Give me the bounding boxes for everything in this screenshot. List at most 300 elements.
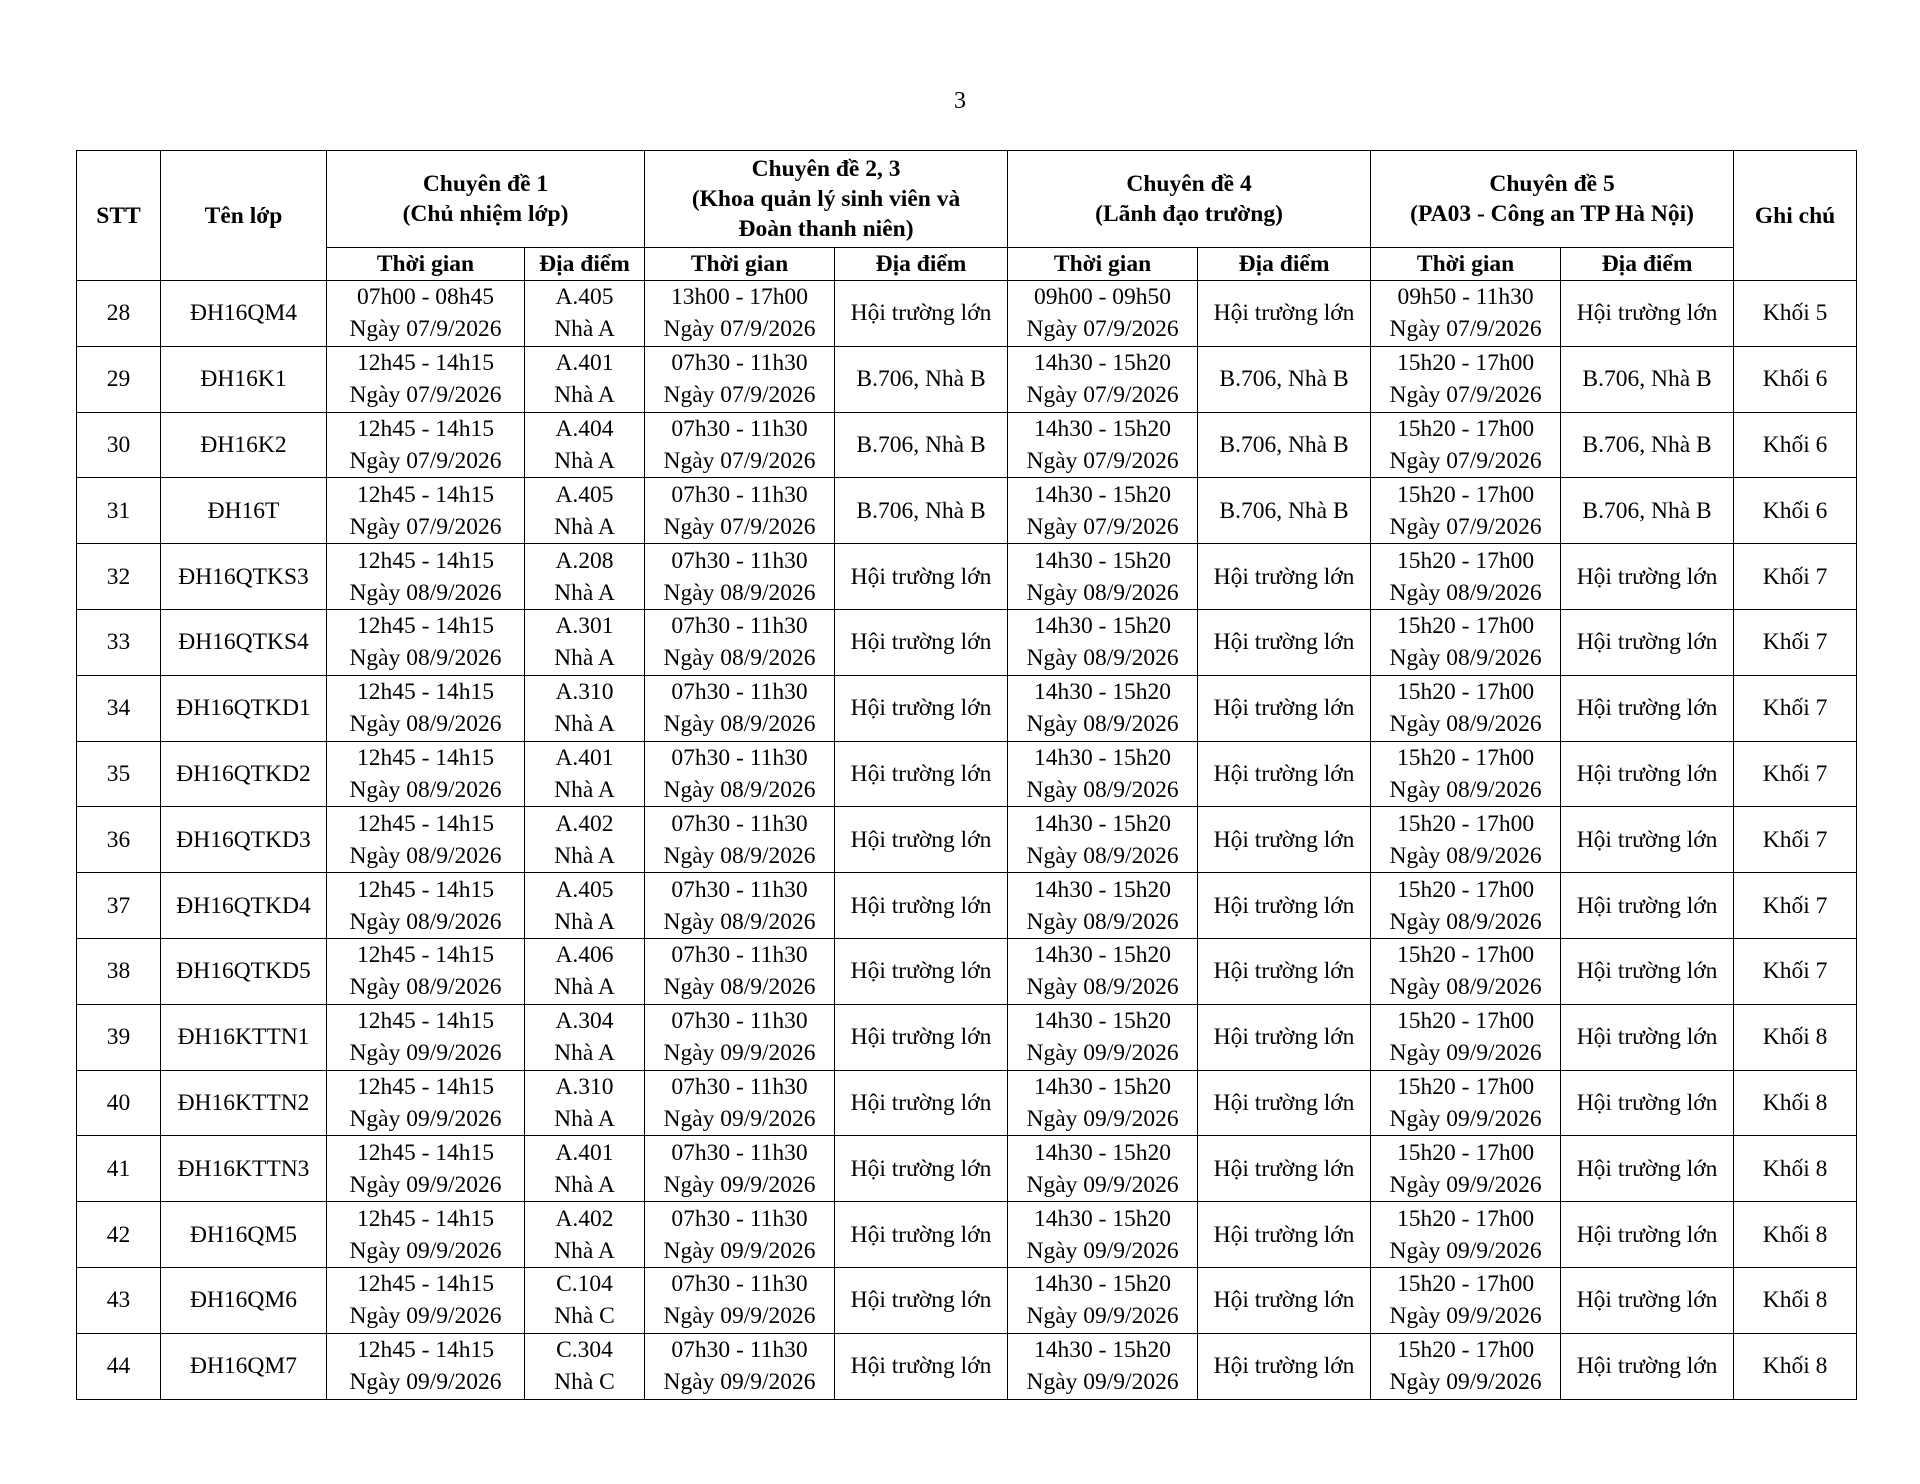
header-time: Thời gian — [645, 248, 835, 281]
cell-topic-5-time-line-2: Ngày 08/9/2026 — [1389, 645, 1542, 672]
cell-topic-2-3-time-line-1: 07h30 - 11h30 — [671, 876, 808, 903]
cell-topic-5-time — [1371, 1267, 1561, 1333]
cell-class-name: ĐH16QTKD4 — [161, 873, 327, 939]
cell-topic-1-time-line-2: Ngày 08/9/2026 — [349, 579, 502, 606]
cell-topic-5-time-line-1: 09h50 - 11h30 — [1397, 284, 1534, 311]
cell-topic-1-location — [525, 1267, 645, 1333]
cell-topic-1-time-line-1: 12h45 - 14h15 — [356, 1139, 495, 1166]
cell-topic-4-time-line-2: Ngày 07/9/2026 — [1026, 382, 1179, 409]
cell-topic-1-location-line-2: Nhà A — [554, 842, 615, 869]
cell-topic-1-location-line-1: A.401 — [555, 350, 614, 377]
cell-topic-2-3-time — [645, 807, 835, 873]
cell-topic-4-time-line-1: 14h30 - 15h20 — [1033, 1139, 1172, 1166]
cell-topic-5-time — [1371, 1004, 1561, 1070]
cell-topic-4-time-line-2: Ngày 08/9/2026 — [1026, 711, 1179, 738]
cell-topic-1-time-line-1: 12h45 - 14h15 — [356, 481, 495, 508]
cell-topic-2-3-time-line-1: 07h30 - 11h30 — [671, 810, 808, 837]
header-time: Thời gian — [1008, 248, 1198, 281]
cell-topic-4-time — [1008, 873, 1198, 939]
cell-topic-4-time-line-1: 14h30 - 15h20 — [1033, 1271, 1172, 1298]
cell-topic-4-time-line-2: Ngày 09/9/2026 — [1026, 1369, 1179, 1396]
cell-topic-1-location-line-2: Nhà A — [554, 1040, 615, 1067]
cell-topic-2-3-location: Hội trường lớn — [835, 1004, 1008, 1070]
cell-topic-2-3-time — [645, 346, 835, 412]
cell-topic-4-time — [1008, 1333, 1198, 1399]
cell-topic-4-time — [1008, 1267, 1198, 1333]
cell-topic-2-3-location: B.706, Nhà B — [835, 346, 1008, 412]
cell-topic-4-location: Hội trường lớn — [1198, 1004, 1371, 1070]
cell-topic-1-location — [525, 1333, 645, 1399]
table-row — [77, 675, 1857, 741]
cell-topic-1-location — [525, 741, 645, 807]
cell-topic-2-3-time-line-1: 07h30 - 11h30 — [671, 1205, 808, 1232]
table-row — [77, 544, 1857, 610]
cell-topic-5-time-line-1: 15h20 - 17h00 — [1397, 415, 1535, 442]
cell-class-name: ĐH16KTTN2 — [161, 1070, 327, 1136]
cell-topic-1-location-line-2: Nhà A — [554, 645, 615, 672]
cell-topic-4-time-line-2: Ngày 09/9/2026 — [1026, 1303, 1179, 1330]
cell-topic-5-time-line-2: Ngày 09/9/2026 — [1389, 1171, 1542, 1198]
cell-topic-5-time — [1371, 544, 1561, 610]
cell-topic-2-3-time — [645, 544, 835, 610]
cell-topic-2-3-time-line-2: Ngày 08/9/2026 — [663, 842, 816, 869]
cell-topic-4-location: Hội trường lớn — [1198, 675, 1371, 741]
cell-topic-1-time-line-2: Ngày 07/9/2026 — [349, 447, 502, 474]
cell-topic-4-time-line-1: 14h30 - 15h20 — [1033, 481, 1172, 508]
cell-topic-1-location-line-2: Nhà A — [554, 1105, 615, 1132]
cell-topic-1-time-line-1: 12h45 - 14h15 — [356, 679, 495, 706]
cell-topic-4-location: Hội trường lớn — [1198, 1070, 1371, 1136]
cell-topic-1-time — [327, 281, 525, 347]
cell-topic-1-time-line-1: 12h45 - 14h15 — [356, 350, 495, 377]
cell-topic-1-time — [327, 1070, 525, 1136]
cell-topic-1-location-line-1: A.310 — [555, 1073, 614, 1100]
cell-topic-5-time-line-1: 15h20 - 17h00 — [1397, 547, 1535, 574]
cell-topic-5-time-line-1: 15h20 - 17h00 — [1397, 810, 1535, 837]
cell-topic-4-time-line-2: Ngày 07/9/2026 — [1026, 447, 1179, 474]
cell-topic-4-location: B.706, Nhà B — [1198, 478, 1371, 544]
cell-topic-1-time-line-2: Ngày 09/9/2026 — [349, 1237, 502, 1264]
header-topic-1 — [327, 151, 645, 248]
header-topic-4 — [1008, 151, 1371, 248]
cell-topic-1-location-line-1: A.304 — [555, 1008, 614, 1035]
cell-topic-5-time — [1371, 609, 1561, 675]
cell-class-name: ĐH16QM7 — [161, 1333, 327, 1399]
cell-topic-2-3-time-line-1: 07h30 - 11h30 — [671, 1337, 808, 1364]
table-row — [77, 281, 1857, 347]
cell-stt: 31 — [77, 478, 161, 544]
cell-note: Khối 7 — [1734, 544, 1857, 610]
cell-topic-1-time-line-2: Ngày 07/9/2026 — [349, 513, 502, 540]
cell-topic-1-location-line-2: Nhà A — [554, 316, 615, 343]
cell-class-name: ĐH16QTKS3 — [161, 544, 327, 610]
cell-note: Khối 8 — [1734, 1202, 1857, 1268]
cell-topic-4-time — [1008, 1004, 1198, 1070]
cell-topic-1-time-line-2: Ngày 08/9/2026 — [349, 776, 502, 803]
cell-topic-2-3-time-line-2: Ngày 08/9/2026 — [663, 974, 816, 1001]
cell-topic-4-time-line-2: Ngày 09/9/2026 — [1026, 1171, 1179, 1198]
cell-topic-1-location — [525, 807, 645, 873]
cell-topic-1-time — [327, 1004, 525, 1070]
cell-topic-1-time-line-2: Ngày 09/9/2026 — [349, 1303, 502, 1330]
cell-topic-5-location: B.706, Nhà B — [1561, 478, 1734, 544]
cell-topic-2-3-time-line-2: Ngày 08/9/2026 — [663, 908, 816, 935]
cell-topic-5-time-line-2: Ngày 09/9/2026 — [1389, 1303, 1542, 1330]
cell-stt: 35 — [77, 741, 161, 807]
cell-topic-2-3-location: Hội trường lớn — [835, 1070, 1008, 1136]
cell-topic-5-time-line-2: Ngày 09/9/2026 — [1389, 1369, 1542, 1396]
cell-topic-5-location: Hội trường lớn — [1561, 544, 1734, 610]
cell-topic-4-time — [1008, 544, 1198, 610]
cell-topic-1-time-line-2: Ngày 08/9/2026 — [349, 645, 502, 672]
cell-topic-4-time-line-2: Ngày 09/9/2026 — [1026, 1040, 1179, 1067]
cell-topic-4-location: B.706, Nhà B — [1198, 346, 1371, 412]
cell-topic-1-time-line-1: 07h00 - 08h45 — [356, 284, 495, 311]
table-row — [77, 478, 1857, 544]
cell-topic-2-3-time — [645, 741, 835, 807]
cell-topic-1-location — [525, 346, 645, 412]
cell-topic-5-time-line-1: 15h20 - 17h00 — [1397, 942, 1535, 969]
cell-topic-2-3-location: B.706, Nhà B — [835, 478, 1008, 544]
header-stt: STT — [77, 151, 161, 281]
cell-topic-2-3-location: B.706, Nhà B — [835, 412, 1008, 478]
cell-topic-2-3-time — [645, 1070, 835, 1136]
cell-topic-5-time — [1371, 478, 1561, 544]
cell-topic-2-3-time-line-2: Ngày 09/9/2026 — [663, 1237, 816, 1264]
cell-topic-4-time-line-2: Ngày 08/9/2026 — [1026, 579, 1179, 606]
cell-topic-5-location: B.706, Nhà B — [1561, 346, 1734, 412]
cell-stt: 32 — [77, 544, 161, 610]
cell-topic-2-3-time-line-2: Ngày 09/9/2026 — [663, 1171, 816, 1198]
cell-topic-1-time — [327, 1136, 525, 1202]
cell-topic-4-time-line-2: Ngày 07/9/2026 — [1026, 316, 1179, 343]
cell-note: Khối 8 — [1734, 1004, 1857, 1070]
cell-class-name: ĐH16QTKD1 — [161, 675, 327, 741]
cell-topic-2-3-time-line-2: Ngày 07/9/2026 — [663, 316, 816, 343]
cell-topic-1-location-line-2: Nhà A — [554, 382, 615, 409]
cell-topic-1-location — [525, 1202, 645, 1268]
cell-topic-1-time-line-1: 12h45 - 14h15 — [356, 1271, 495, 1298]
cell-topic-4-location: Hội trường lớn — [1198, 544, 1371, 610]
cell-topic-1-location — [525, 609, 645, 675]
cell-topic-1-location-line-2: Nhà A — [554, 579, 615, 606]
cell-topic-1-location-line-1: A.404 — [555, 415, 614, 442]
table-row — [77, 873, 1857, 939]
header-topic-2-3-subtitle-2: Đoàn thanh niên) — [738, 216, 914, 242]
cell-topic-2-3-time-line-2: Ngày 09/9/2026 — [663, 1369, 816, 1396]
cell-class-name: ĐH16QTKS4 — [161, 609, 327, 675]
cell-topic-1-time — [327, 1333, 525, 1399]
cell-topic-2-3-location: Hội trường lớn — [835, 873, 1008, 939]
cell-topic-1-time-line-2: Ngày 08/9/2026 — [349, 711, 502, 738]
cell-topic-1-time — [327, 807, 525, 873]
cell-topic-4-time-line-1: 14h30 - 15h20 — [1033, 547, 1172, 574]
cell-topic-1-time — [327, 478, 525, 544]
cell-topic-5-time-line-2: Ngày 08/9/2026 — [1389, 579, 1542, 606]
page-number: 3 — [954, 88, 966, 114]
cell-topic-1-time — [327, 675, 525, 741]
cell-topic-1-location-line-2: Nhà A — [554, 776, 615, 803]
table-row — [77, 1333, 1857, 1399]
header-topic-5-subtitle: (PA03 - Công an TP Hà Nội) — [1410, 201, 1694, 227]
cell-topic-1-time-line-2: Ngày 08/9/2026 — [349, 974, 502, 1001]
cell-topic-1-time-line-1: 12h45 - 14h15 — [356, 942, 495, 969]
cell-topic-2-3-location: Hội trường lớn — [835, 741, 1008, 807]
header-location: Địa điểm — [1561, 248, 1734, 281]
cell-stt: 40 — [77, 1070, 161, 1136]
cell-topic-1-location — [525, 478, 645, 544]
cell-topic-1-location-line-2: Nhà A — [554, 711, 615, 738]
cell-topic-4-time-line-1: 14h30 - 15h20 — [1033, 744, 1172, 771]
cell-topic-1-time-line-2: Ngày 07/9/2026 — [349, 316, 502, 343]
cell-topic-5-location: Hội trường lớn — [1561, 938, 1734, 1004]
cell-class-name: ĐH16QM6 — [161, 1267, 327, 1333]
cell-note: Khối 8 — [1734, 1267, 1857, 1333]
cell-topic-5-location: Hội trường lớn — [1561, 741, 1734, 807]
cell-topic-4-time-line-2: Ngày 08/9/2026 — [1026, 974, 1179, 1001]
cell-topic-1-time-line-2: Ngày 09/9/2026 — [349, 1105, 502, 1132]
cell-topic-4-time-line-1: 14h30 - 15h20 — [1033, 876, 1172, 903]
cell-topic-1-location-line-2: Nhà C — [554, 1303, 615, 1330]
cell-topic-4-time-line-1: 14h30 - 15h20 — [1033, 415, 1172, 442]
header-topic-1-title: Chuyên đề 1 — [422, 171, 549, 197]
cell-topic-1-time-line-1: 12h45 - 14h15 — [356, 1205, 495, 1232]
cell-topic-1-location-line-2: Nhà A — [554, 974, 615, 1001]
cell-note: Khối 6 — [1734, 478, 1857, 544]
cell-topic-1-location — [525, 938, 645, 1004]
cell-topic-1-time — [327, 346, 525, 412]
cell-topic-4-time-line-1: 14h30 - 15h20 — [1033, 1205, 1172, 1232]
cell-topic-5-location: Hội trường lớn — [1561, 807, 1734, 873]
cell-topic-4-time-line-2: Ngày 08/9/2026 — [1026, 842, 1179, 869]
cell-topic-4-time-line-1: 14h30 - 15h20 — [1033, 810, 1172, 837]
cell-topic-5-location: Hội trường lớn — [1561, 1070, 1734, 1136]
cell-topic-1-time-line-1: 12h45 - 14h15 — [356, 547, 495, 574]
cell-topic-1-location-line-1: A.310 — [555, 679, 614, 706]
cell-stt: 41 — [77, 1136, 161, 1202]
header-topic-2-3-subtitle: (Khoa quản lý sinh viên và — [691, 186, 961, 212]
cell-topic-5-time-line-2: Ngày 07/9/2026 — [1389, 513, 1542, 540]
table-row — [77, 609, 1857, 675]
cell-topic-5-time-line-2: Ngày 09/9/2026 — [1389, 1237, 1542, 1264]
cell-topic-1-location-line-1: A.402 — [555, 1205, 614, 1232]
cell-topic-4-location: Hội trường lớn — [1198, 873, 1371, 939]
cell-class-name: ĐH16KTTN1 — [161, 1004, 327, 1070]
cell-topic-1-location-line-1: C.304 — [556, 1337, 613, 1364]
cell-topic-5-time-line-1: 15h20 - 17h00 — [1397, 481, 1535, 508]
cell-topic-1-time-line-2: Ngày 09/9/2026 — [349, 1369, 502, 1396]
cell-topic-1-location-line-1: A.405 — [555, 481, 614, 508]
cell-topic-1-location-line-2: Nhà A — [554, 908, 615, 935]
header-location: Địa điểm — [835, 248, 1008, 281]
cell-topic-1-location-line-2: Nhà C — [554, 1369, 615, 1396]
cell-topic-5-time — [1371, 412, 1561, 478]
cell-topic-4-location: Hội trường lớn — [1198, 1333, 1371, 1399]
cell-note: Khối 5 — [1734, 281, 1857, 347]
header-class-name: Tên lớp — [161, 151, 327, 281]
cell-topic-2-3-time-line-1: 07h30 - 11h30 — [671, 613, 808, 640]
cell-topic-1-location-line-2: Nhà A — [554, 513, 615, 540]
header-topic-5-title: Chuyên đề 5 — [1489, 171, 1615, 197]
cell-topic-1-time — [327, 609, 525, 675]
cell-topic-1-location-line-1: A.208 — [555, 547, 614, 574]
table-row — [77, 1136, 1857, 1202]
header-topic-4-subtitle: (Lãnh đạo trường) — [1095, 201, 1283, 227]
cell-class-name: ĐH16KTTN3 — [161, 1136, 327, 1202]
cell-topic-4-time-line-1: 14h30 - 15h20 — [1033, 613, 1172, 640]
cell-topic-2-3-time-line-1: 07h30 - 11h30 — [671, 942, 808, 969]
cell-topic-5-location: Hội trường lớn — [1561, 675, 1734, 741]
cell-topic-4-time — [1008, 609, 1198, 675]
cell-note: Khối 7 — [1734, 938, 1857, 1004]
header-location: Địa điểm — [525, 248, 645, 281]
cell-topic-4-time — [1008, 281, 1198, 347]
cell-topic-2-3-time-line-2: Ngày 09/9/2026 — [663, 1105, 816, 1132]
cell-topic-4-time-line-2: Ngày 08/9/2026 — [1026, 908, 1179, 935]
cell-topic-1-location-line-1: A.401 — [555, 744, 614, 771]
cell-stt: 30 — [77, 412, 161, 478]
cell-topic-4-location: Hội trường lớn — [1198, 741, 1371, 807]
cell-topic-1-location-line-2: Nhà A — [554, 1171, 615, 1198]
cell-stt: 36 — [77, 807, 161, 873]
cell-topic-1-time — [327, 741, 525, 807]
cell-topic-5-time — [1371, 1202, 1561, 1268]
table-row — [77, 741, 1857, 807]
cell-topic-4-time — [1008, 478, 1198, 544]
cell-topic-1-location-line-1: A.301 — [555, 613, 614, 640]
cell-topic-5-time-line-2: Ngày 09/9/2026 — [1389, 1040, 1542, 1067]
cell-note: Khối 7 — [1734, 609, 1857, 675]
cell-topic-1-location — [525, 675, 645, 741]
cell-topic-2-3-time — [645, 938, 835, 1004]
cell-topic-1-time-line-1: 12h45 - 14h15 — [356, 810, 495, 837]
cell-topic-5-time — [1371, 807, 1561, 873]
cell-topic-5-time-line-2: Ngày 08/9/2026 — [1389, 711, 1542, 738]
cell-topic-5-time-line-1: 15h20 - 17h00 — [1397, 350, 1535, 377]
cell-topic-2-3-time — [645, 1004, 835, 1070]
cell-topic-4-location: B.706, Nhà B — [1198, 412, 1371, 478]
cell-topic-5-time-line-1: 15h20 - 17h00 — [1397, 1271, 1535, 1298]
cell-topic-4-time-line-1: 14h30 - 15h20 — [1033, 1073, 1172, 1100]
cell-note: Khối 7 — [1734, 807, 1857, 873]
cell-stt: 42 — [77, 1202, 161, 1268]
cell-topic-5-time — [1371, 675, 1561, 741]
cell-topic-1-time — [327, 544, 525, 610]
cell-topic-4-time-line-2: Ngày 09/9/2026 — [1026, 1237, 1179, 1264]
cell-topic-1-time — [327, 873, 525, 939]
cell-topic-5-location: Hội trường lớn — [1561, 1202, 1734, 1268]
cell-topic-5-location: B.706, Nhà B — [1561, 412, 1734, 478]
cell-topic-2-3-time-line-1: 07h30 - 11h30 — [671, 1008, 808, 1035]
header-time: Thời gian — [327, 248, 525, 281]
cell-topic-5-time-line-1: 15h20 - 17h00 — [1397, 1205, 1535, 1232]
cell-stt: 33 — [77, 609, 161, 675]
cell-topic-4-time — [1008, 938, 1198, 1004]
cell-topic-1-location-line-1: A.401 — [555, 1139, 614, 1166]
cell-class-name: ĐH16K1 — [161, 346, 327, 412]
cell-topic-4-time-line-1: 14h30 - 15h20 — [1033, 1008, 1172, 1035]
cell-topic-1-time-line-2: Ngày 09/9/2026 — [349, 1040, 502, 1067]
cell-topic-2-3-location: Hội trường lớn — [835, 1202, 1008, 1268]
cell-topic-5-time-line-2: Ngày 07/9/2026 — [1389, 316, 1542, 343]
cell-topic-5-time — [1371, 938, 1561, 1004]
header-topic-4-title: Chuyên đề 4 — [1126, 171, 1252, 197]
cell-topic-4-time-line-1: 14h30 - 15h20 — [1033, 1337, 1172, 1364]
cell-topic-2-3-location: Hội trường lớn — [835, 1267, 1008, 1333]
cell-topic-1-location — [525, 1136, 645, 1202]
cell-topic-1-time — [327, 1202, 525, 1268]
cell-topic-1-time-line-2: Ngày 09/9/2026 — [349, 1171, 502, 1198]
cell-topic-4-time — [1008, 675, 1198, 741]
cell-topic-2-3-time-line-2: Ngày 07/9/2026 — [663, 382, 816, 409]
cell-topic-2-3-time-line-1: 07h30 - 11h30 — [671, 481, 808, 508]
table-row — [77, 807, 1857, 873]
cell-topic-2-3-time-line-1: 07h30 - 11h30 — [671, 679, 808, 706]
cell-topic-1-time-line-1: 12h45 - 14h15 — [356, 415, 495, 442]
header-topic-1-subtitle: (Chủ nhiệm lớp) — [402, 201, 569, 227]
header-note: Ghi chú — [1734, 151, 1857, 281]
cell-topic-4-time — [1008, 1136, 1198, 1202]
cell-topic-1-location-line-1: C.104 — [556, 1271, 613, 1298]
cell-topic-2-3-location: Hội trường lớn — [835, 544, 1008, 610]
cell-topic-5-time-line-1: 15h20 - 17h00 — [1397, 1008, 1535, 1035]
cell-topic-2-3-time — [645, 1333, 835, 1399]
cell-topic-2-3-time-line-1: 07h30 - 11h30 — [671, 744, 808, 771]
cell-topic-5-time-line-1: 15h20 - 17h00 — [1397, 1073, 1535, 1100]
cell-topic-5-time-line-1: 15h20 - 17h00 — [1397, 1337, 1535, 1364]
cell-stt: 39 — [77, 1004, 161, 1070]
cell-topic-5-location: Hội trường lớn — [1561, 281, 1734, 347]
cell-topic-2-3-time — [645, 281, 835, 347]
cell-note: Khối 8 — [1734, 1070, 1857, 1136]
cell-topic-4-time-line-1: 14h30 - 15h20 — [1033, 679, 1172, 706]
cell-topic-1-location — [525, 412, 645, 478]
cell-topic-5-time-line-2: Ngày 07/9/2026 — [1389, 447, 1542, 474]
cell-topic-4-time — [1008, 412, 1198, 478]
cell-topic-1-time-line-2: Ngày 08/9/2026 — [349, 842, 502, 869]
cell-class-name: ĐH16QTKD3 — [161, 807, 327, 873]
table-row — [77, 938, 1857, 1004]
cell-topic-2-3-time-line-2: Ngày 08/9/2026 — [663, 579, 816, 606]
cell-topic-4-location: Hội trường lớn — [1198, 938, 1371, 1004]
cell-topic-1-time-line-2: Ngày 07/9/2026 — [349, 382, 502, 409]
cell-topic-2-3-time-line-1: 07h30 - 11h30 — [671, 1073, 808, 1100]
table-row — [77, 412, 1857, 478]
cell-topic-4-time-line-2: Ngày 08/9/2026 — [1026, 645, 1179, 672]
cell-topic-5-time-line-1: 15h20 - 17h00 — [1397, 1139, 1535, 1166]
cell-topic-2-3-time-line-1: 07h30 - 11h30 — [671, 415, 808, 442]
cell-topic-2-3-time — [645, 1267, 835, 1333]
header-topic-2-3 — [645, 151, 1008, 248]
cell-topic-1-location-line-2: Nhà A — [554, 447, 615, 474]
cell-topic-5-time — [1371, 1070, 1561, 1136]
cell-topic-1-time-line-1: 12h45 - 14h15 — [356, 876, 495, 903]
cell-topic-4-time-line-1: 14h30 - 15h20 — [1033, 942, 1172, 969]
cell-topic-4-time-line-1: 14h30 - 15h20 — [1033, 350, 1172, 377]
header-topic-2-3-title: Chuyên đề 2, 3 — [751, 156, 901, 182]
cell-topic-5-time-line-2: Ngày 09/9/2026 — [1389, 1105, 1542, 1132]
cell-topic-5-time-line-2: Ngày 07/9/2026 — [1389, 382, 1542, 409]
table-row — [77, 1202, 1857, 1268]
cell-topic-4-location: Hội trường lớn — [1198, 1267, 1371, 1333]
table-body — [77, 281, 1857, 1400]
cell-topic-5-time-line-2: Ngày 08/9/2026 — [1389, 908, 1542, 935]
cell-note: Khối 8 — [1734, 1333, 1857, 1399]
cell-topic-1-time — [327, 412, 525, 478]
cell-topic-2-3-time-line-2: Ngày 09/9/2026 — [663, 1303, 816, 1330]
cell-topic-2-3-time — [645, 478, 835, 544]
cell-topic-5-location: Hội trường lớn — [1561, 873, 1734, 939]
